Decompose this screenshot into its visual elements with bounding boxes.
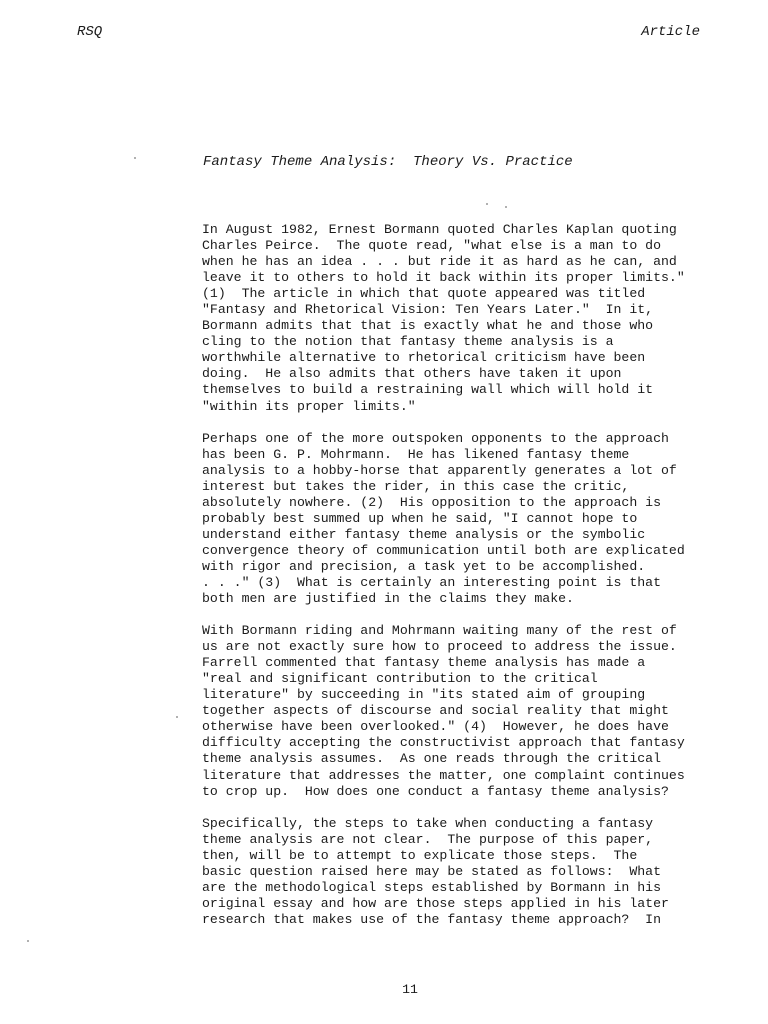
text-line: probably best summed up when he said, "I cannot hope to [202, 510, 638, 526]
page-number: 11 [402, 982, 418, 997]
text-line: to crop up. How does one conduct a fantasy theme analysis? [202, 783, 669, 799]
running-header-section: Article [641, 24, 700, 40]
text-line: basic question raised here may be stated as follows: What [202, 863, 661, 879]
text-line: together aspects of discourse and social reality that might [202, 703, 669, 719]
text-line: analysis to a hobby-horse that apparently generates a lot of [202, 462, 677, 478]
text-line: research that makes use of the fantasy theme approach? In [202, 911, 661, 927]
text-line: original essay and how are those steps applied in his later [202, 895, 669, 911]
scan-speck [505, 206, 507, 208]
text-line: literature that addresses the matter, one complaint continues [202, 767, 685, 783]
text-line: doing. He also admits that others have taken it upon [202, 366, 622, 382]
text-line: With Bormann riding and Mohrmann waiting many of the rest of [202, 623, 677, 639]
scan-speck [134, 157, 136, 159]
text-line: interest but takes the rider, in this case the critic, [202, 478, 630, 494]
text-line: otherwise have been overlooked." (4) However, he does have [202, 719, 669, 735]
text-line: Perhaps one of the more outspoken opponents to the approach [202, 430, 669, 446]
text-line: then, will be to attempt to explicate those steps. The [202, 847, 638, 863]
text-line: has been G. P. Mohrmann. He has likened fantasy theme [202, 446, 630, 462]
text-line: theme analysis are not clear. The purpose of this paper, [202, 831, 654, 847]
text-line: worthwhile alternative to rhetorical criticism have been [202, 350, 646, 366]
text-line: Charles Peirce. The quote read, "what else is a man to do [202, 238, 661, 254]
body-paragraph [202, 816, 722, 928]
body-paragraph [202, 431, 722, 608]
text-line: when he has an idea . . . but ride it as hard as he can, and [202, 254, 677, 270]
text-line: In August 1982, Ernest Bormann quoted Charles Kaplan quoting [202, 222, 677, 237]
text-line: "Fantasy and Rhetorical Vision: Ten Years Later." In it, [202, 302, 654, 318]
scan-speck [486, 203, 488, 205]
text-line: Bormann admits that that is exactly what he and those who [202, 318, 654, 334]
text-line: understand either fantasy theme analysis or the symbolic [202, 526, 646, 542]
text-line: Farrell commented that fantasy theme analysis has made a [202, 655, 646, 671]
text-line: difficulty accepting the constructivist approach that fantasy [202, 735, 685, 751]
text-line: Specifically, the steps to take when conducting a fantasy [202, 815, 654, 831]
text-line: convergence theory of communication until both are explicated [202, 542, 685, 558]
text-line: theme analysis assumes. As one reads through the critical [202, 751, 661, 767]
text-line: "within its proper limits." [202, 398, 416, 414]
text-line: us are not exactly sure how to proceed to address the issue. [202, 639, 677, 655]
body-paragraph [202, 222, 722, 415]
text-line: with rigor and precision, a task yet to be accomplished. [202, 558, 646, 574]
text-line: cling to the notion that fantasy theme analysis is a [202, 334, 614, 350]
body-paragraph [202, 623, 722, 800]
text-line: (1) The article in which that quote appeared was titled [202, 286, 646, 302]
scan-speck [27, 940, 29, 942]
scan-speck [176, 716, 178, 718]
article-body [202, 222, 722, 944]
text-line: . . ." (3) What is certainly an interesting point is that [202, 574, 661, 590]
text-line: absolutely nowhere. (2) His opposition to the approach is [202, 494, 661, 510]
text-line: "real and significant contribution to the critical [202, 671, 598, 687]
text-line: both men are justified in the claims they make. [202, 591, 574, 607]
text-line: are the methodological steps established by Bormann in his [202, 879, 661, 895]
running-header-journal: RSQ [77, 24, 103, 40]
text-line: themselves to build a restraining wall which will hold it [202, 382, 654, 398]
article-title: Fantasy Theme Analysis: Theory Vs. Practice [203, 154, 573, 170]
text-line: leave it to others to hold it back within its proper limits." [202, 270, 685, 286]
text-line: literature" by succeeding in "its stated aim of grouping [202, 687, 646, 703]
